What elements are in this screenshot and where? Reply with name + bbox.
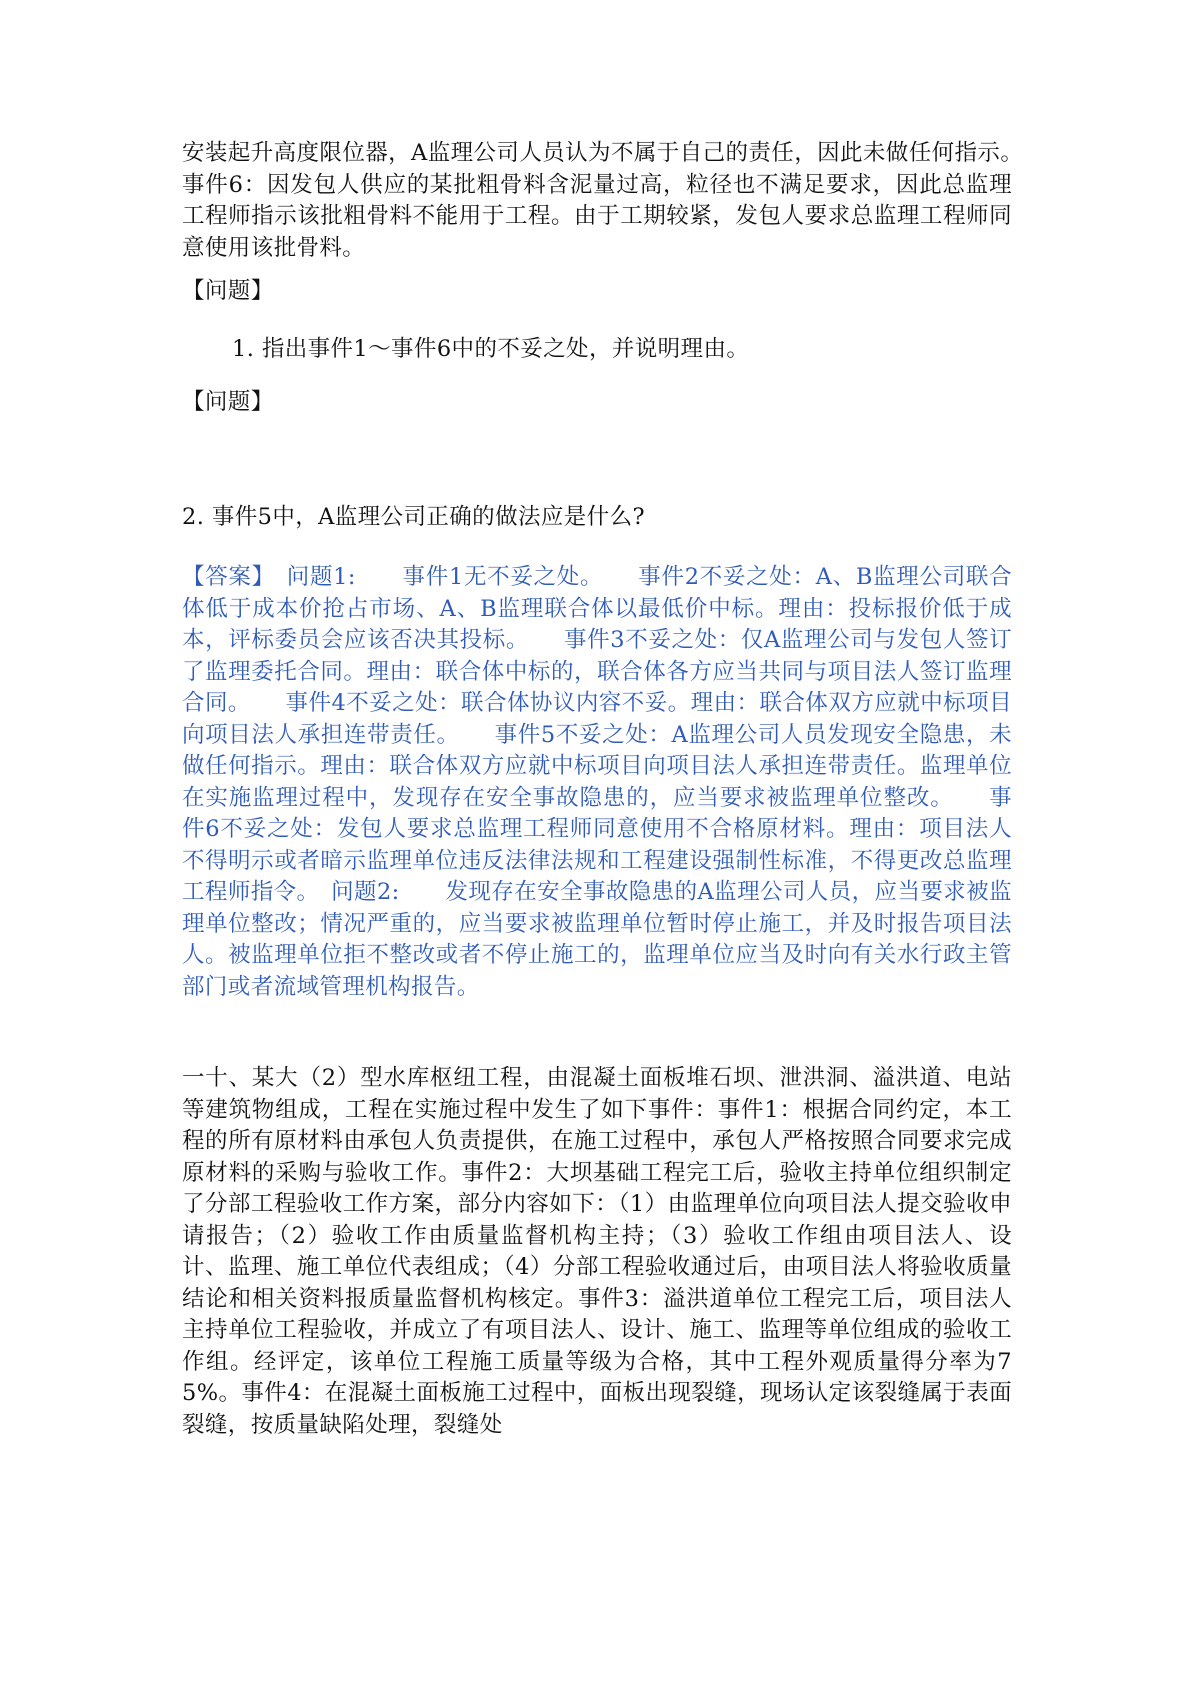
section-10-paragraph: 一十、某大（2）型水库枢纽工程，由混凝土面板堆石坝、泄洪洞、溢洪道、电站等建筑物组成，工程在实施过程中发生了如下事件：事件1：根据合同约定，本工程的所有原材料由承包人负责提供，在施工过程中，承包人严格按照合同要求完成原材料的采购与验收工作。事件2：大坝基础工程完工后，验收主持单位组织制定了分部工程验收工作方案，部分内容如下：（1）由监理单位向项目法人提交验收申请报告；（2）验收工作由质量监督机构主持；（3）验收工作组由项目法人、设计、监理、施工单位代表组成；（4）分部工程验收通过后，由项目法人将验收质量结论和相关资料报质量监督机构核定。事件3：溢洪道单位工程完工后，项目法人主持单位工程验收，并成立了有项目法人、设计、施工、监理等单位组成的验收工作组。经评定，该单位工程施工质量等级为合格，其中工程外观质量得分率为75%。事件4：在混凝土面板施工过程中，面板出现裂缝，现场认定该裂缝属于表面裂缝，按质量缺陷处理，裂缝处 <box>182 1065 1012 1438</box>
question-1: 1. 指出事件1～事件6中的不妥之处，并说明理由。 <box>232 336 750 362</box>
question-2: 2. 事件5中，A监理公司正确的做法应是什么? <box>182 504 645 530</box>
question-heading-1: 【问题】 <box>182 278 274 304</box>
answer-paragraph: 【答案】 问题1: 事件1无不妥之处。 事件2不妥之处：A、B监理公司联合体低于成本价抢占市场、A、B监理联合体以最低价中标。理由：投标报价低于成本，评标委员会应该否决其投标。 事件3不妥之处：仅A监理公司与发包人签订了监理委托合同。理由：联合体中标的，联合体各方应当共同与项目法人签订监理合同。 事件4不妥之处：联合体协议内容不妥。理由：联合体双方应就中标项目向项目法人承担连带责任。 事件5不妥之处：A监理公司人员发现安全隐患，未做任何指示。理由：联合体双方应就中标项目向项目法人承担连带责任。监理单位在实施监理过程中，发现存在安全事故隐患的，应当要求被监理单位整改。 事件6不妥之处：发包人要求总监理工程师同意使用不合格原材料。理由：项目法人不得明示或者暗示监理单位违反法律法规和工程建设强制性标准，不得更改总监理工程师指令。 问题2: 发现存在安全事故隐患的A监理公司人员，应当要求被监理单位整改；情况严重的，应当要求被监理单位暂时停止施工，并及时报告项目法人。被监理单位拒不整改或者不停止施工的，监理单位应当及时向有关水行政主管部门或者流域管理机构报告。 <box>182 564 1012 1000</box>
intro-paragraph: 安装起升高度限位器，A监理公司人员认为不属于自己的责任，因此未做任何指示。 事件6：因发包人供应的某批粗骨料含泥量过高，粒径也不满足要求，因此总监理工程师指示该批粗骨料不能用于工程。由于工期较紧，发包人要求总监理工程师同意使用该批骨料。 <box>182 140 1058 261</box>
question-heading-2: 【问题】 <box>182 389 274 415</box>
